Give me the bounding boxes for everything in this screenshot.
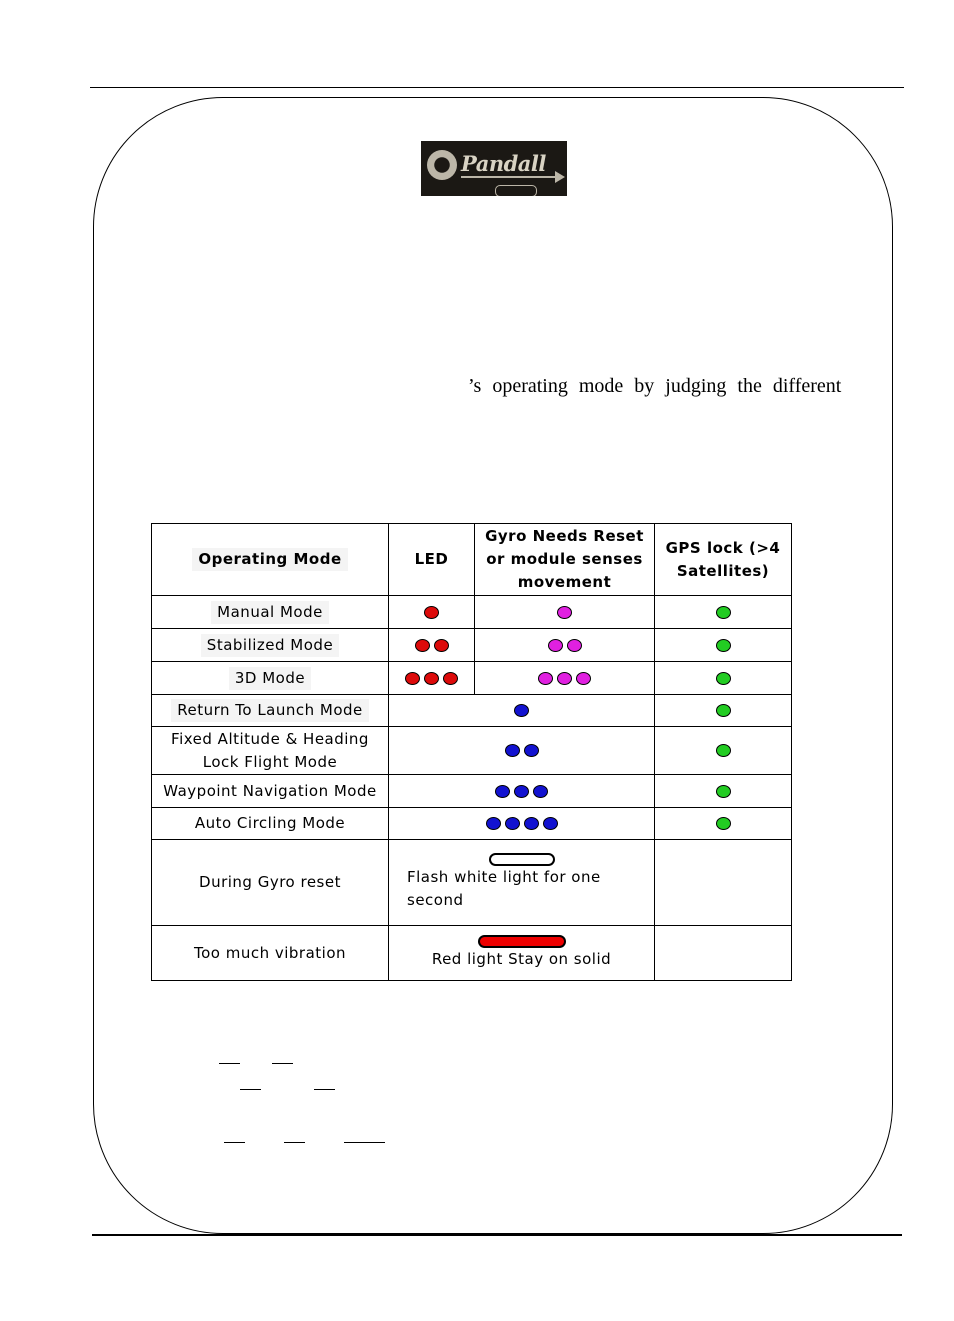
- underline-mark: [219, 1063, 240, 1064]
- green-led-dot: [716, 704, 731, 717]
- table-row: [152, 775, 792, 808]
- led-cell: [389, 727, 655, 775]
- led-cell: [389, 629, 475, 662]
- green-led-dot: [716, 672, 731, 685]
- led-cell: [389, 808, 655, 840]
- gps-cell: [655, 662, 792, 695]
- table-row: [152, 629, 792, 662]
- gyro-reset-note: Flash white light for one second: [407, 868, 601, 909]
- blue-led-dot: [533, 785, 548, 798]
- red-led-dot: [443, 672, 458, 685]
- gyro-cell: [475, 662, 655, 695]
- blue-led-dot: [505, 744, 520, 757]
- red-led-dot: [415, 639, 430, 652]
- white-light-bar: [489, 853, 555, 866]
- table-row: [152, 727, 792, 775]
- mode-label: Too much vibration: [152, 926, 389, 981]
- logo-ring-icon: [427, 150, 457, 180]
- red-light-bar: [478, 935, 566, 948]
- gps-cell: [655, 629, 792, 662]
- logo-aircraft-icon: [495, 185, 537, 196]
- table-row: [152, 596, 792, 629]
- mode-label: Return To Launch Mode: [171, 699, 369, 722]
- underline-mark: [240, 1089, 261, 1090]
- blue-led-dot: [514, 704, 529, 717]
- green-led-dot: [716, 639, 731, 652]
- underline-mark: [314, 1089, 335, 1090]
- underline-mark: [224, 1142, 245, 1143]
- magenta-led-dot: [557, 672, 572, 685]
- logo-arrow-icon: [461, 176, 557, 178]
- table-row: [152, 840, 792, 926]
- blue-led-dot: [524, 817, 539, 830]
- table-row: [152, 695, 792, 727]
- green-led-dot: [716, 606, 731, 619]
- led-cell: [389, 926, 655, 981]
- vibration-note: Red light Stay on solid: [431, 950, 612, 968]
- red-led-dot: [424, 672, 439, 685]
- magenta-led-dot: [548, 639, 563, 652]
- green-led-dot: [716, 817, 731, 830]
- magenta-led-dot: [538, 672, 553, 685]
- header-gyro-reset: Gyro Needs Reset or module senses movement: [475, 524, 655, 596]
- table-header-row: [152, 524, 792, 596]
- blue-led-dot: [524, 744, 539, 757]
- blue-led-dot: [495, 785, 510, 798]
- magenta-led-dot: [557, 606, 572, 619]
- gyro-cell: [475, 596, 655, 629]
- underline-mark: [344, 1142, 385, 1143]
- led-cell: [389, 662, 475, 695]
- header-gps-lock: GPS lock (>4 Satellites): [655, 524, 792, 596]
- gps-cell: [655, 695, 792, 727]
- mode-label: 3D Mode: [229, 667, 311, 690]
- operating-mode-table: [151, 523, 792, 981]
- green-led-dot: [716, 744, 731, 757]
- gps-cell: [655, 596, 792, 629]
- logo-wordmark: Pandall: [461, 151, 546, 176]
- footer-rule: [92, 1234, 902, 1236]
- intro-text-fragment: ’s operating mode by judging the different: [468, 375, 842, 397]
- mode-label: Fixed Altitude & Heading Lock Flight Mode: [152, 727, 389, 775]
- header-led: LED: [389, 524, 475, 596]
- mode-label: Waypoint Navigation Mode: [152, 775, 389, 808]
- mode-label: Auto Circling Mode: [152, 808, 389, 840]
- led-cell: [389, 775, 655, 808]
- header-rule: [90, 87, 904, 88]
- brand-logo: [421, 141, 567, 196]
- red-led-dot: [405, 672, 420, 685]
- underline-mark: [272, 1063, 293, 1064]
- gps-cell: [655, 926, 792, 981]
- gps-cell: [655, 808, 792, 840]
- table-row: [152, 926, 792, 981]
- led-cell: [389, 596, 475, 629]
- gyro-cell: [475, 629, 655, 662]
- table-row: [152, 808, 792, 840]
- led-cell: [389, 840, 655, 926]
- magenta-led-dot: [567, 639, 582, 652]
- red-led-dot: [434, 639, 449, 652]
- blue-led-dot: [505, 817, 520, 830]
- underline-mark: [284, 1142, 305, 1143]
- green-led-dot: [716, 785, 731, 798]
- mode-label: Stabilized Mode: [201, 634, 339, 657]
- header-operating-mode: Operating Mode: [152, 524, 389, 596]
- mode-label: During Gyro reset: [152, 840, 389, 926]
- led-cell: [389, 695, 655, 727]
- gps-cell: [655, 727, 792, 775]
- red-led-dot: [424, 606, 439, 619]
- gps-cell: [655, 775, 792, 808]
- magenta-led-dot: [576, 672, 591, 685]
- blue-led-dot: [514, 785, 529, 798]
- blue-led-dot: [543, 817, 558, 830]
- mode-label: Manual Mode: [211, 601, 329, 624]
- blue-led-dot: [486, 817, 501, 830]
- gps-cell: [655, 840, 792, 926]
- table-row: [152, 662, 792, 695]
